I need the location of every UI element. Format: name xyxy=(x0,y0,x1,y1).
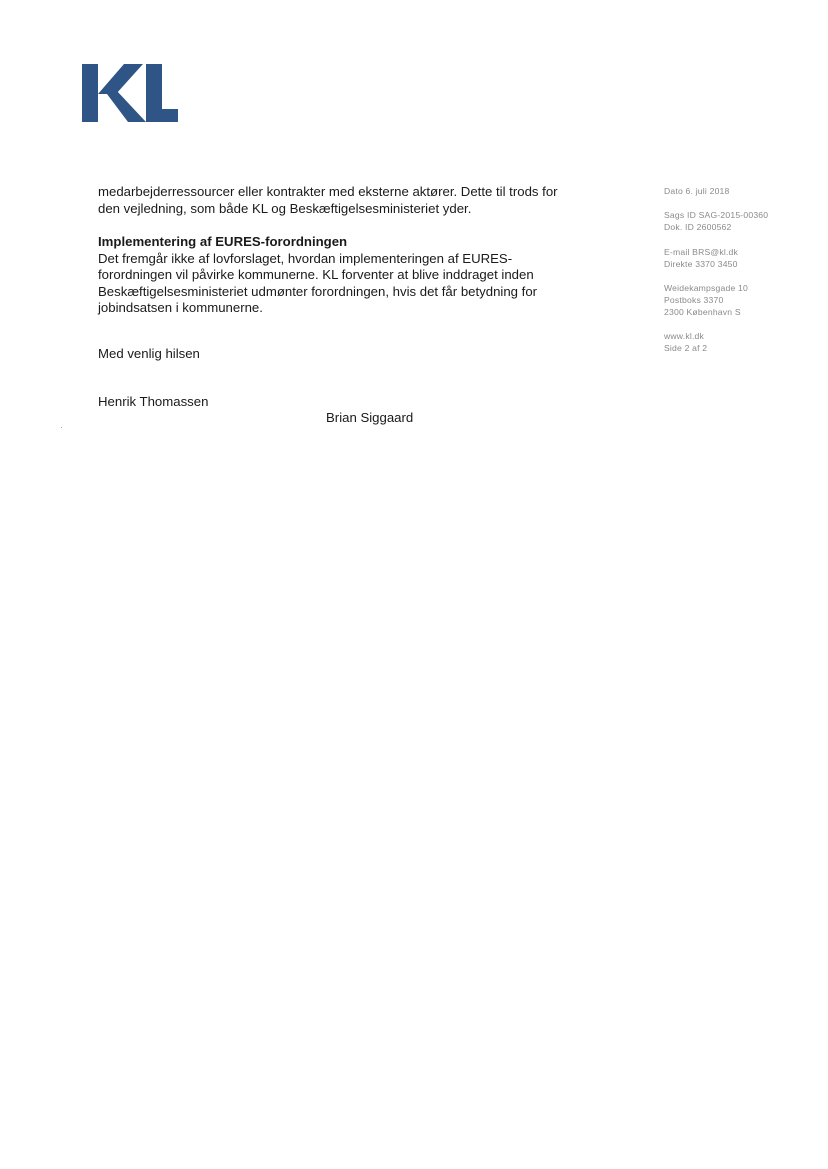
address-line-3: 2300 København S xyxy=(664,307,741,317)
sags-id-value: SAG-2015-00360 xyxy=(698,210,769,220)
date-line xyxy=(664,185,814,197)
direkte-line xyxy=(664,258,814,270)
address-line-2: Postboks 3370 xyxy=(664,295,724,305)
closing-greeting: Med venlig hilsen xyxy=(98,346,200,361)
date-label: Dato xyxy=(664,186,683,196)
direkte-value: 3370 3450 xyxy=(695,259,738,269)
sags-id-line xyxy=(664,209,814,221)
dok-id-label: Dok. ID xyxy=(664,222,695,232)
kl-logo xyxy=(82,64,178,122)
dok-id-line xyxy=(664,221,814,233)
meta-ids xyxy=(664,209,814,233)
section-heading: Implementering af EURES-forordningen xyxy=(98,234,348,249)
email-line xyxy=(664,246,814,258)
dok-id-value: 2600562 xyxy=(696,222,732,232)
meta-address xyxy=(664,282,814,318)
eures-section xyxy=(98,234,568,317)
page-number: Side 2 af 2 xyxy=(664,343,708,353)
sags-id-label: Sags ID xyxy=(664,210,696,220)
email-label: E-mail xyxy=(664,247,690,257)
scan-speck xyxy=(61,427,62,428)
signatory-1: Henrik Thomassen xyxy=(98,394,209,409)
meta-web xyxy=(664,330,814,354)
section-body: Det fremgår ikke af lovforslaget, hvordan implementeringen af EURES-forordningen vil påvirke kommunerne. KL forventer at blive inddraget inden Beskæftigelsesministeriet udmønter forordningen, hvis det får betydning for jobindsatsen i kommunerne. xyxy=(98,250,538,315)
meta-contact xyxy=(664,246,814,270)
direkte-label: Direkte xyxy=(664,259,693,269)
date-value: 6. juli 2018 xyxy=(685,186,730,196)
meta-date xyxy=(664,185,814,197)
continuation-paragraph: medarbejderressourcer eller kontrakter med eksterne aktører. Dette til trods for den vejledning, som både KL og Beskæftigelsesministeriet yder. xyxy=(98,184,558,216)
kl-logo-mark xyxy=(82,64,178,122)
email-value[interactable]: BRS@kl.dk xyxy=(692,247,739,257)
web-link[interactable]: www.kl.dk xyxy=(664,331,705,341)
address-line-1: Weidekampsgade 10 xyxy=(664,283,748,293)
signatory-2: Brian Siggaard xyxy=(326,410,414,425)
